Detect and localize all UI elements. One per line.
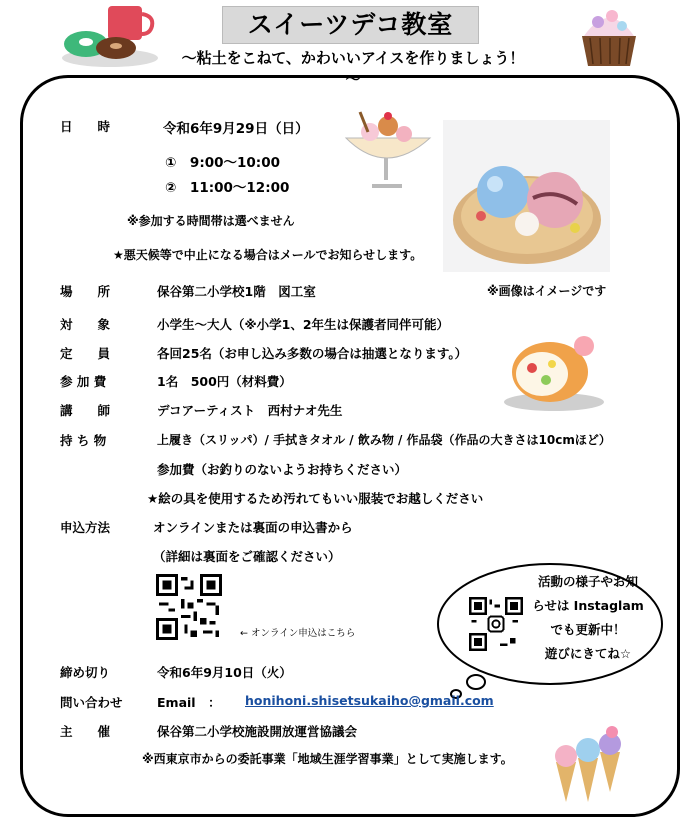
- belongings-note: ★絵の具を使用するため汚れてもいい服装でお越しください: [147, 491, 484, 506]
- page-subtitle: ～粘土をこねて、かわいいアイスを作りましょう！～: [181, 49, 525, 88]
- application-qr-code[interactable]: [156, 574, 222, 640]
- target-value: 小学生～大人（※小学1、2年生は保護者同伴可能）: [157, 317, 450, 332]
- venue-label: 場 所: [60, 284, 111, 299]
- capacity-value: 各回25名（お申し込み多数の場合は抽選となります。）: [157, 346, 468, 361]
- capacity-label: 定 員: [60, 346, 111, 361]
- deadline-label: 締め切り: [60, 665, 111, 680]
- footer-note: ※西東京市からの委託事業「地域生涯学習事業」として実施します。: [142, 752, 513, 766]
- deadline-value: 令和6年9月10日（火）: [157, 665, 292, 680]
- venue-value: 保谷第二小学校1階 図工室: [157, 284, 316, 299]
- schedule-date: 令和6年9月29日（日）: [163, 121, 309, 137]
- page-title: スイーツデコ教室: [222, 6, 479, 44]
- qr-caption: ← オンライン申込はこちら: [240, 628, 356, 639]
- schedule-label: 日 時: [60, 119, 111, 134]
- bubble-line-3: でも更新中！: [550, 622, 626, 637]
- contact-label: 問い合わせ: [60, 695, 123, 710]
- contact-prefix: Email ：: [157, 695, 221, 710]
- image-note: ※画像はイメージです: [487, 284, 607, 298]
- application-value: オンラインまたは裏面の申込書から: [153, 520, 353, 535]
- donut-cup-illustration: [60, 0, 160, 72]
- instructor-value: デコアーティスト 西村ナオ先生: [157, 403, 343, 418]
- fee-label: 参 加 費: [60, 374, 107, 389]
- bubble-line-1: 活動の様子やお知: [537, 574, 638, 589]
- contact-email-link[interactable]: honihoni.shisetsukaiho@gmail.com: [245, 693, 494, 708]
- target-label: 対 象: [60, 317, 111, 332]
- schedule-note-slot: ※参加する時間帯は選べません: [127, 214, 295, 228]
- schedule-note-weather: ★悪天候等で中止になる場合はメールでお知らせします。: [113, 248, 423, 262]
- instructor-label: 講 師: [60, 403, 111, 418]
- bubble-line-4: 遊びにきてね☆: [544, 646, 632, 661]
- belongings-extra: 参加費（お釣りのないようお持ちください）: [157, 462, 408, 477]
- organizer-label: 主 催: [60, 724, 111, 739]
- schedule-slot-2: ② 11:00～12:00: [165, 180, 290, 196]
- fee-value: 1名 500円（材料費）: [157, 374, 292, 389]
- instagram-qr-code[interactable]: [469, 597, 523, 651]
- application-detail: （詳細は裏面をご確認ください）: [153, 549, 341, 564]
- application-label: 申込方法: [60, 520, 111, 535]
- bubble-line-2: らせは Instaglam: [532, 598, 644, 613]
- schedule-slot-1: ① 9:00～10:00: [165, 155, 280, 171]
- bubble-text: [527, 570, 649, 666]
- belongings-label: 持 ち 物: [60, 433, 107, 448]
- organizer-value: 保谷第二小学校施設開放運営協議会: [157, 724, 358, 739]
- belongings-value: 上履き（スリッパ）/ 手拭きタオル / 飲み物 / 作品袋（作品の大きさは10cmほど）: [157, 433, 611, 447]
- cupcake-illustration: [574, 0, 644, 72]
